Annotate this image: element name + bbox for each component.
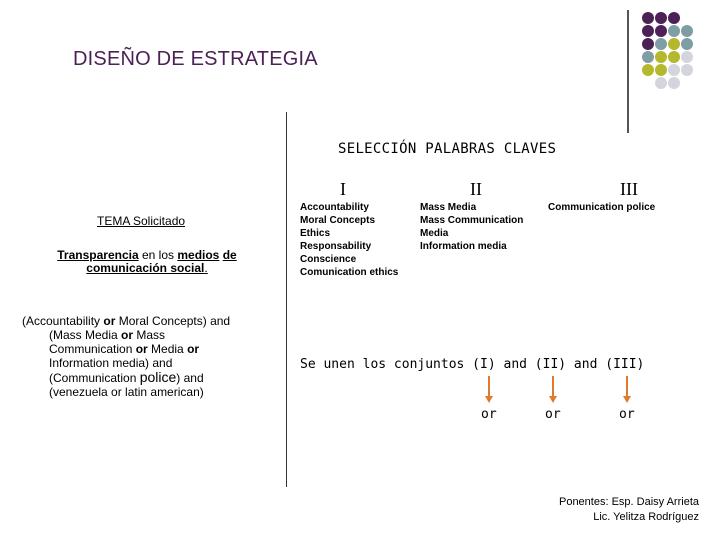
arrow-down-icon: [485, 396, 493, 403]
keyword-item: Ethics: [300, 228, 331, 239]
presenter-line: Ponentes: Esp. Daisy Arrieta: [558, 496, 699, 508]
tema-period: .: [204, 261, 208, 275]
presenter-line: Lic. Yelitza Rodríguez: [593, 511, 699, 523]
keyword-item: Comunication ethics: [300, 267, 399, 278]
keyword-item: Mass Media: [420, 202, 477, 213]
keyword-item: Media: [420, 228, 449, 239]
decorative-dot: [642, 64, 654, 76]
arrow-down-icon: [549, 396, 557, 403]
keyword-list-ii: [420, 201, 523, 253]
column-numeral-i: I: [340, 179, 346, 199]
or-label: or: [481, 407, 497, 422]
keyword-item: Accountability: [300, 202, 369, 213]
decorative-dot: [668, 38, 680, 50]
decorative-dot: [655, 51, 667, 63]
query-text: Mass: [133, 328, 166, 342]
decorative-dot: [642, 51, 654, 63]
tema-keyword: Transparencia: [57, 248, 139, 262]
tema-connector: en los: [138, 248, 178, 262]
query-operator: or: [121, 328, 134, 342]
query-text: Moral Concepts) and: [115, 314, 231, 328]
decorative-dot: [642, 25, 654, 37]
decorative-dot: [668, 77, 680, 89]
arrow-line: [626, 376, 628, 398]
decorative-dot: [642, 38, 654, 50]
tema-keyword: de: [222, 248, 237, 262]
query-text: Information media) and: [49, 356, 173, 370]
tema-keyword: medios: [177, 248, 220, 262]
arrow-down-icon: [623, 396, 631, 403]
query-operator: or: [103, 314, 116, 328]
join-statement: Se unen los conjuntos (I) and (II) and (III): [300, 357, 645, 372]
decorative-dot: [655, 77, 667, 89]
keyword-item: Conscience: [300, 254, 357, 265]
query-line: [22, 370, 272, 385]
query-text: ) and: [176, 371, 204, 385]
decorative-dot: [642, 12, 654, 24]
query-text: police: [139, 369, 177, 385]
decorative-dot: [681, 64, 693, 76]
section-subtitle: SELECCIÓN PALABRAS CLAVES: [338, 141, 557, 157]
query-operator: or: [135, 342, 148, 356]
query-text: Communication: [49, 342, 136, 356]
query-line: [22, 328, 272, 342]
tema-description: [38, 249, 256, 275]
decorative-dot: [655, 64, 667, 76]
decorative-dot: [681, 25, 693, 37]
query-line: [22, 314, 272, 328]
query-line: [22, 356, 272, 370]
arrow-line: [552, 376, 554, 398]
tema-keyword: comunicación social: [86, 261, 205, 275]
presenters-credits: [520, 495, 699, 525]
keyword-item: Responsability: [300, 241, 372, 252]
query-text: (Mass Media: [49, 328, 122, 342]
keyword-list-i: [300, 201, 398, 279]
query-text: (venezuela or latin american): [49, 385, 204, 399]
query-line: [22, 342, 272, 356]
column-numeral-iii: III: [620, 179, 638, 199]
decorative-dot: [681, 51, 693, 63]
decorative-dot: [655, 38, 667, 50]
search-query: [22, 314, 272, 399]
arrow-line: [488, 376, 490, 398]
query-text: Media: [147, 342, 188, 356]
decorative-dot: [668, 25, 680, 37]
decorative-dot: [681, 38, 693, 50]
decorative-dot: [668, 64, 680, 76]
decorative-dot: [655, 12, 667, 24]
decorative-divider: [627, 10, 629, 133]
column-divider: [286, 112, 287, 487]
keyword-item: Moral Concepts: [300, 215, 376, 226]
decorative-dot: [668, 51, 680, 63]
or-label: or: [619, 407, 635, 422]
query-operator: or: [187, 342, 200, 356]
or-label: or: [545, 407, 561, 422]
keyword-item: Communication police: [548, 202, 656, 213]
tema-label: TEMA Solicitado: [97, 214, 186, 228]
decorative-dot: [655, 25, 667, 37]
query-text: (Accountability: [22, 314, 104, 328]
query-line: [22, 385, 272, 399]
keyword-item: Mass Communication: [420, 215, 524, 226]
query-text: (Communication: [49, 371, 140, 385]
column-numeral-ii: II: [470, 179, 482, 199]
slide-title: DISEÑO DE ESTRATEGIA: [73, 48, 318, 70]
keyword-list-iii: [548, 201, 655, 214]
keyword-item: Information media: [420, 241, 507, 252]
decorative-dot: [668, 12, 680, 24]
